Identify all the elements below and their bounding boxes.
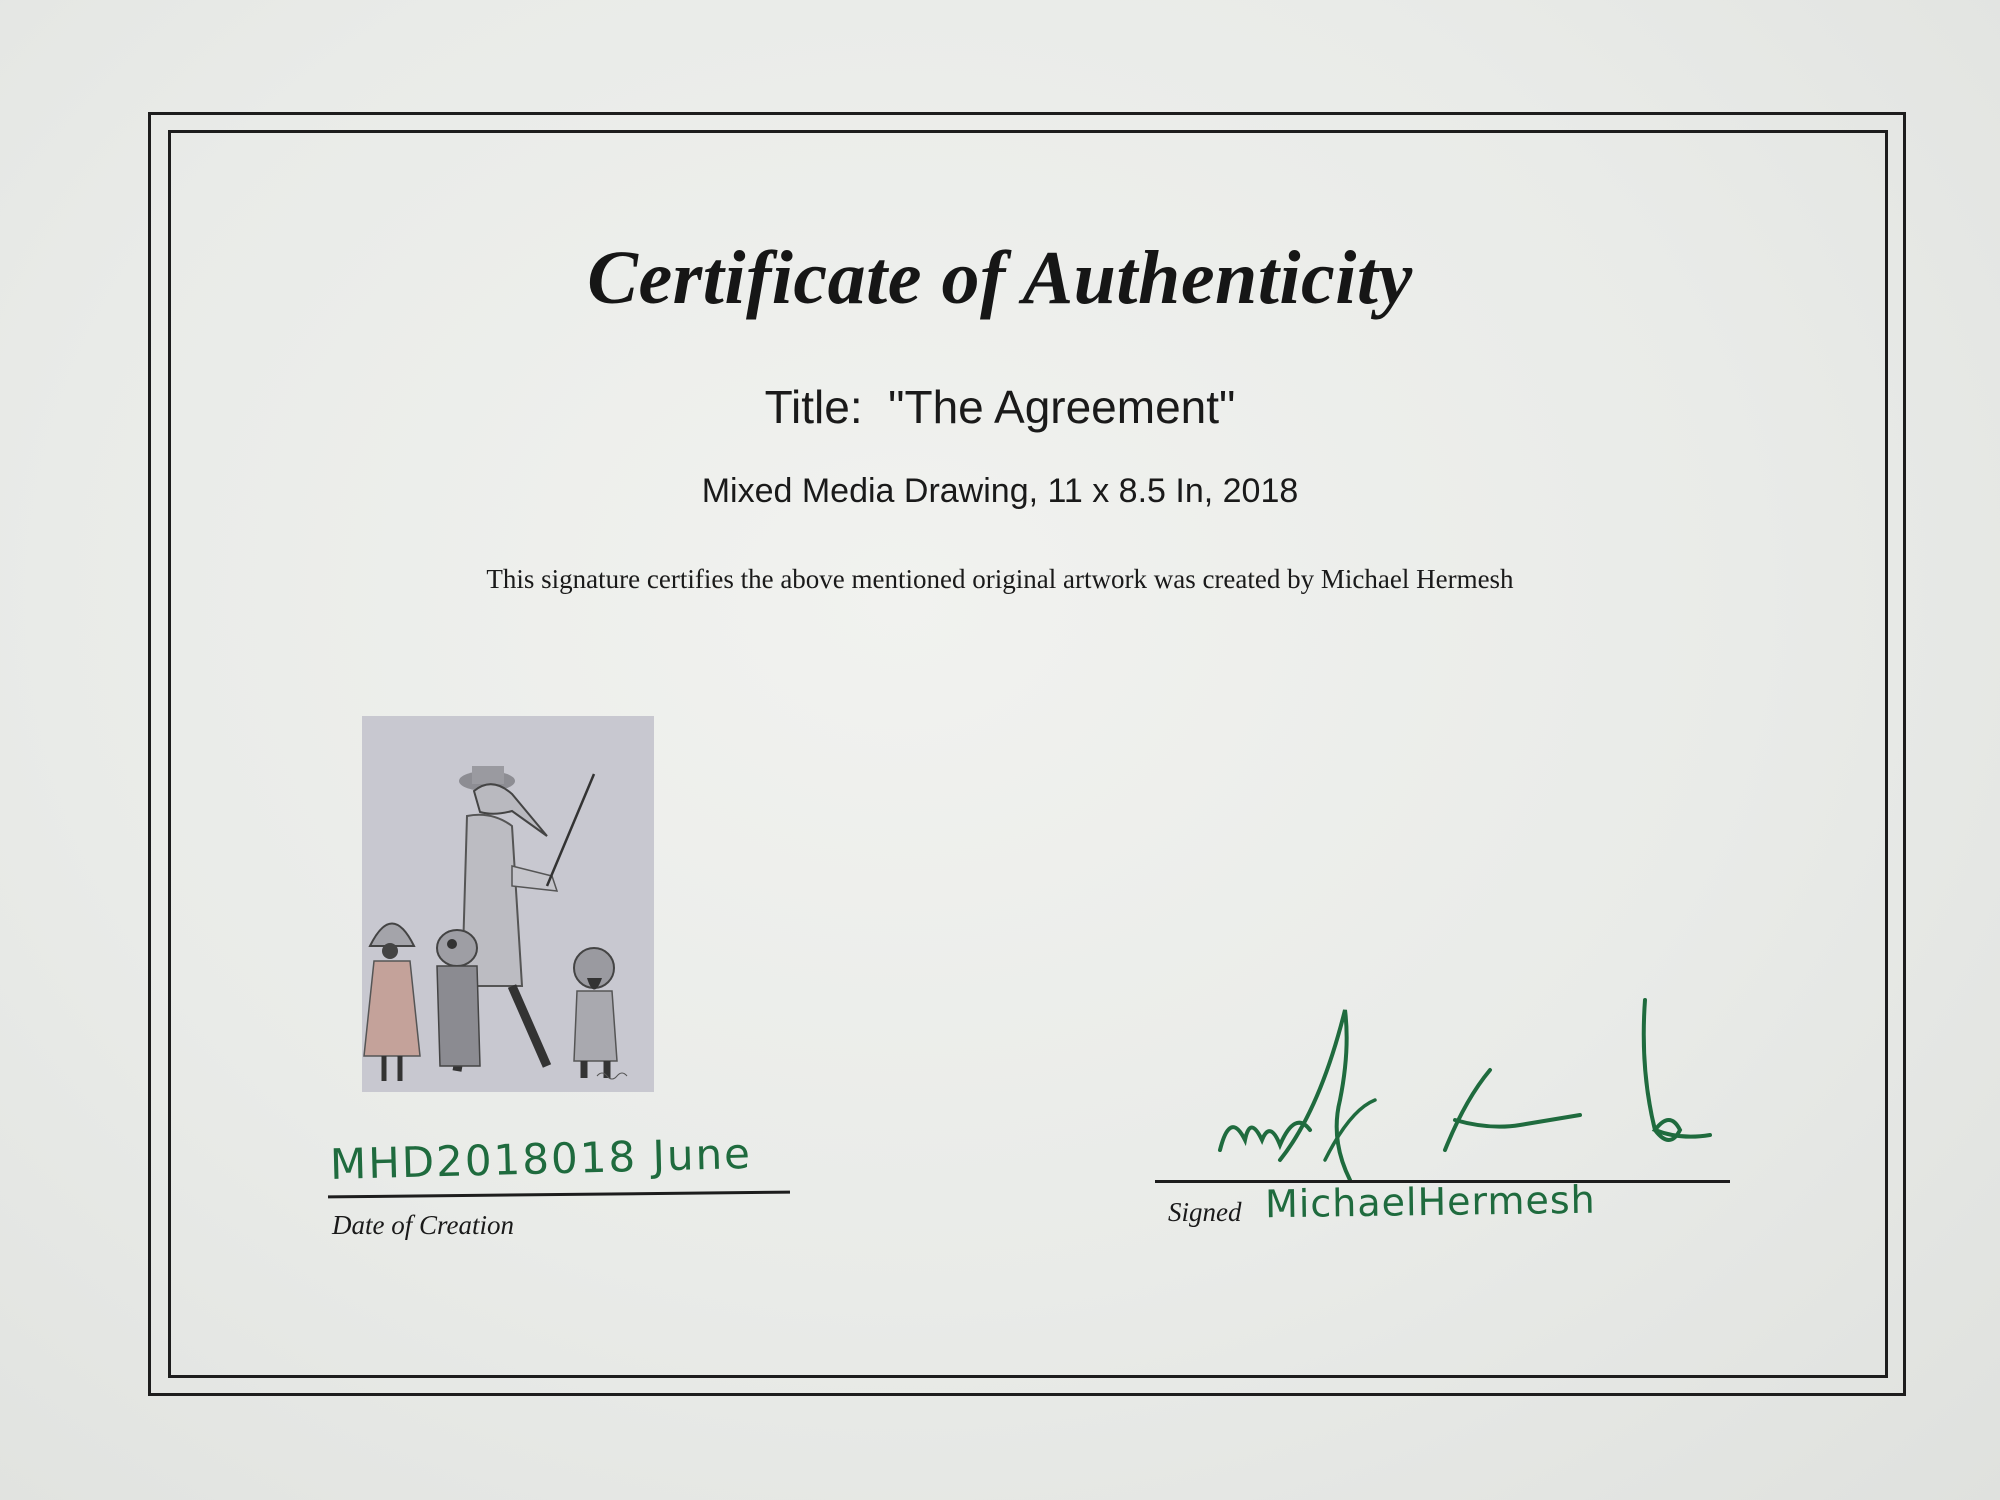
- certificate-heading: Certificate of Authenticity: [587, 236, 1413, 320]
- handwritten-name: MichaelHermesh: [1264, 1177, 1597, 1227]
- signed-label: Signed: [1168, 1197, 1242, 1227]
- artwork-thumbnail: [362, 716, 654, 1092]
- artwork-medium: Mixed Media Drawing, 11 x 8.5 In, 2018: [701, 472, 1299, 510]
- certification-statement: This signature certifies the above mentioned original artwork was created by Michael Hermesh: [486, 564, 1514, 594]
- artwork-title: Title: "The Agreement": [764, 381, 1236, 433]
- date-of-creation-label: Date of Creation: [332, 1210, 514, 1240]
- handwritten-date: MHD2018018 June: [329, 1128, 753, 1189]
- artist-signature: [1200, 990, 1730, 1190]
